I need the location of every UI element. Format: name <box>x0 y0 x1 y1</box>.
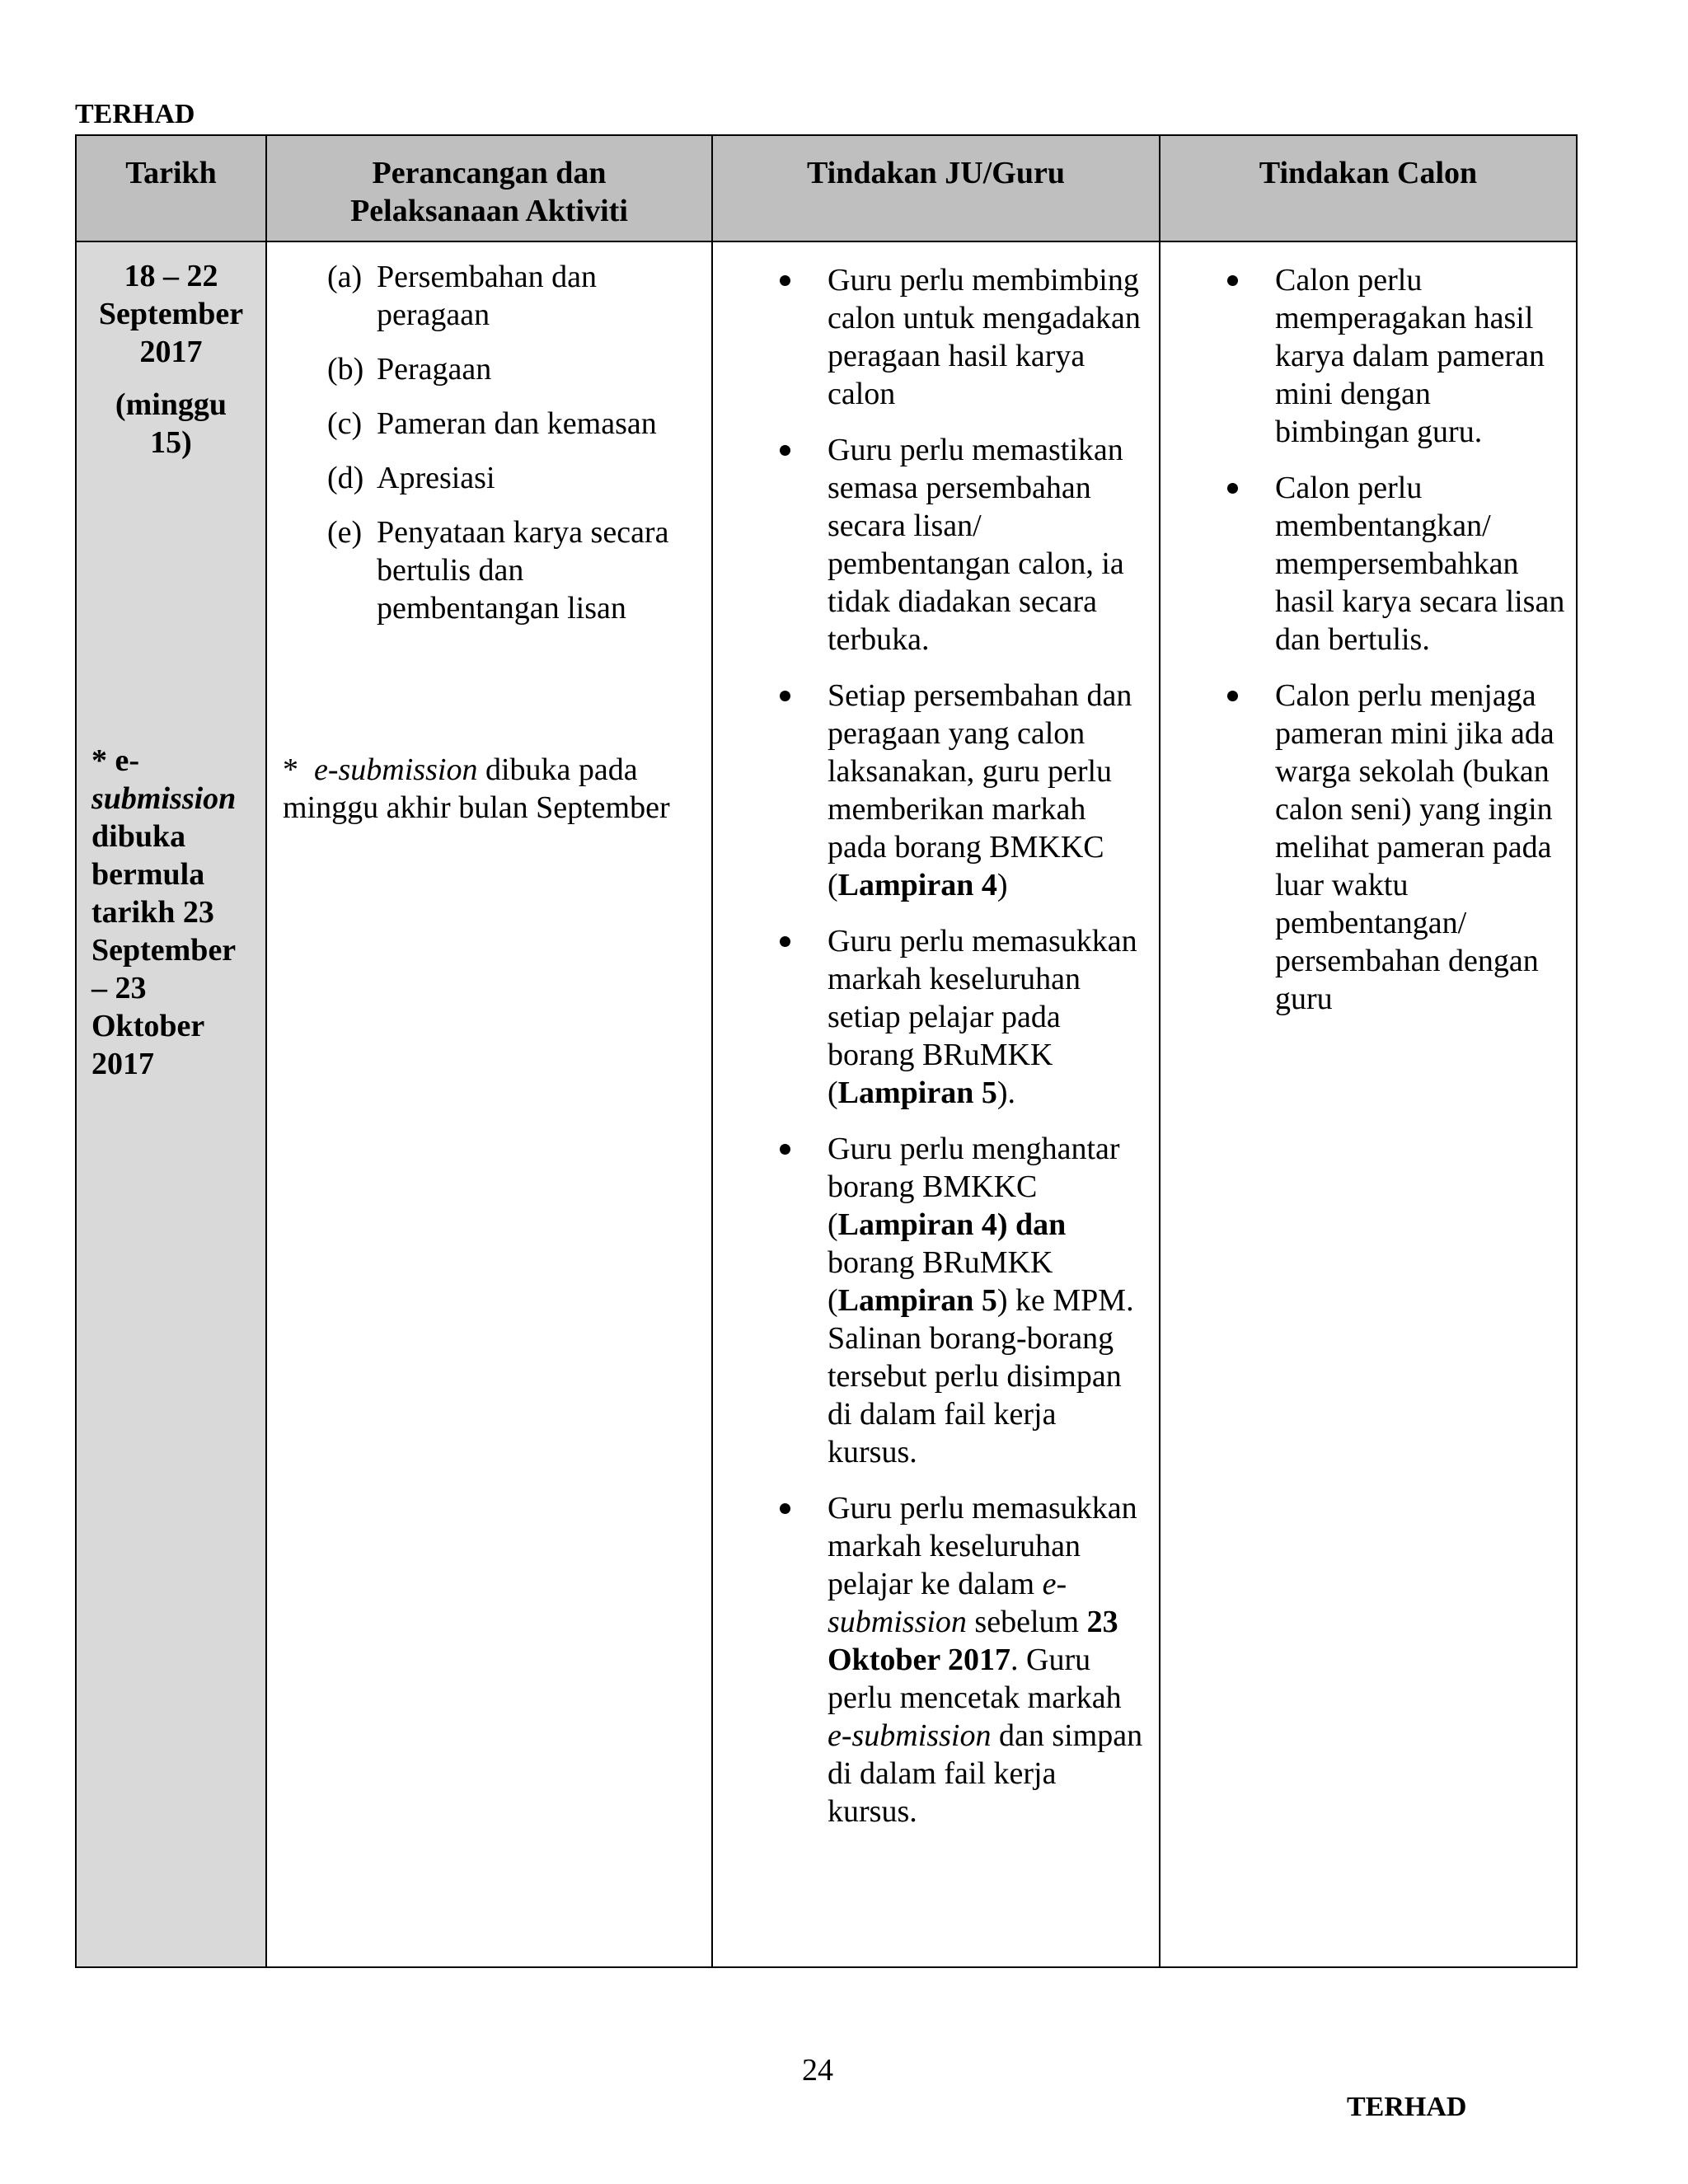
list-item: Calon perlu menjaga pameran mini jika ada warga sekolah (bukan calon seni) yang ingin melihat pameran pada luar waktu pembentangan/ persembahan dengan guru <box>1161 677 1567 1018</box>
header-tindakan-calon: Tindakan Calon <box>1160 135 1577 241</box>
header-perancangan: Perancangan dan Pelaksanaan Aktiviti <box>266 135 712 241</box>
header-tarikh: Tarikh <box>76 135 266 241</box>
list-item: Guru perlu memastikan semasa persembahan secara lisan/ pembentangan calon, ia tidak diadakan secara terbuka. <box>714 431 1150 658</box>
list-item: Setiap persembahan dan peragaan yang calon laksanakan, guru perlu memberikan markah pada borang BMKKC (Lampiran 4) <box>714 677 1150 904</box>
list-item: Guru perlu menghantar borang BMKKC (Lampiran 4) dan borang BRuMKK (Lampiran 5) ke MPM. Salinan borang-borang tersebut perlu disimpan di dalam fail kerja kursus. <box>714 1130 1150 1471</box>
list-item: (a) Persembahan dan peragaan <box>327 260 597 332</box>
date-cell <box>76 241 266 1967</box>
calon-list <box>1161 261 1575 1018</box>
bullet-icon <box>780 445 790 456</box>
list-item: Calon perlu memperagakan hasil karya dalam pameran mini dengan bimbingan guru. <box>1161 261 1567 451</box>
list-item: Guru perlu membimbing calon untuk mengadakan peragaan hasil karya calon <box>714 261 1150 413</box>
list-item: (e) Penyataan karya secara bertulis dan pembentangan lisan <box>327 515 669 626</box>
classification-header: TERHAD <box>75 99 195 129</box>
week-number: (minggu 15) <box>115 387 227 460</box>
table-row <box>76 241 1577 1967</box>
esubmission-date-note: * e- submission dibuka bermula tarikh 23 September – 23 Oktober 2017 <box>91 743 237 1081</box>
activity-cell <box>266 241 712 1967</box>
list-item: (b) Peragaan <box>327 352 492 387</box>
header-tindakan-ju-guru: Tindakan JU/Guru <box>712 135 1160 241</box>
bullet-icon <box>780 691 790 701</box>
bullet-icon <box>780 1503 790 1514</box>
bullet-icon <box>1227 275 1238 286</box>
list-item: Guru perlu memasukkan markah keseluruhan pelajar ke dalam e-submission sebelum 23 Oktober 2017. Guru perlu mencetak markah e-submission dan simpan di dalam fail kerja kursus. <box>714 1489 1150 1830</box>
esubmission-plan-note: * e-submission dibuka pada minggu akhir bulan September <box>283 752 670 825</box>
schedule-table <box>75 134 1578 1968</box>
list-item: Calon perlu membentangkan/ mempersembahkan hasil karya secara lisan dan bertulis. <box>1161 469 1567 658</box>
table-header-row <box>76 135 1577 241</box>
list-item: (d) Apresiasi <box>327 461 495 495</box>
ju-guru-list <box>714 261 1158 1830</box>
activity-list <box>268 258 710 627</box>
bullet-icon <box>1227 691 1238 701</box>
list-item: Guru perlu memasukkan markah keseluruhan setiap pelajar pada borang BRuMKK (Lampiran 5). <box>714 922 1150 1112</box>
page-number: 24 <box>802 2053 833 2088</box>
date-range: 18 – 22 September 2017 <box>98 259 244 369</box>
ju-guru-cell <box>712 241 1160 1967</box>
calon-cell <box>1160 241 1577 1967</box>
bullet-icon <box>780 275 790 286</box>
bullet-icon <box>1227 483 1238 494</box>
classification-footer: TERHAD <box>1347 2092 1467 2122</box>
list-item: (c) Pameran dan kemasan <box>327 406 657 441</box>
bullet-icon <box>780 1144 790 1155</box>
bullet-icon <box>780 936 790 947</box>
